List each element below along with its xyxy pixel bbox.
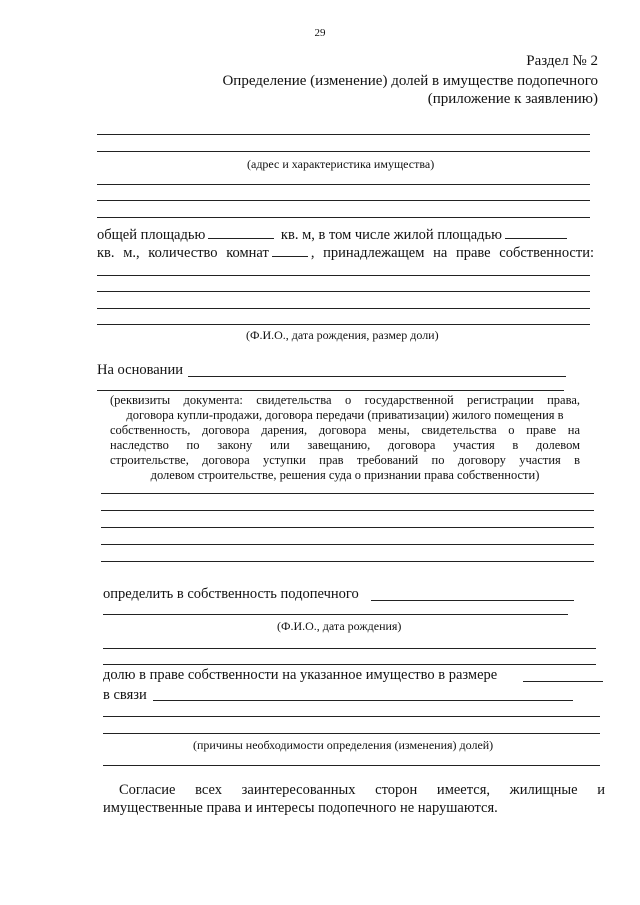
area-label: общей площадью — [97, 227, 206, 243]
reason-line[interactable] — [103, 733, 600, 734]
consent-line-2: имущественные права и интересы подопечного не нарушаются. — [103, 800, 498, 816]
address-line[interactable] — [97, 184, 590, 185]
reason-line[interactable] — [103, 765, 600, 766]
basis-caption-line: собственность, договора дарения, договора мены, свидетельства о праве на — [110, 423, 580, 437]
form-subtitle: (приложение к заявлению) — [427, 91, 598, 107]
ward-line[interactable] — [103, 614, 568, 615]
basis-field[interactable] — [188, 376, 566, 377]
living-area-label: кв. м, в том числе жилой площадью — [280, 227, 502, 243]
basis-line[interactable] — [97, 390, 564, 391]
basis-label: На основании — [97, 362, 183, 378]
basis-line[interactable] — [101, 544, 594, 545]
form-title: Определение (изменение) долей в имуществе подопечного — [222, 73, 598, 89]
share-field[interactable] — [523, 681, 603, 682]
determine-label: определить в собственность подопечного — [103, 586, 359, 602]
basis-caption-line: наследство по закону или завещанию, договора участия в долевом — [110, 438, 580, 452]
area-row-1 — [97, 226, 594, 244]
ward-caption: (Ф.И.О., дата рождения) — [277, 619, 402, 633]
area-row-2 — [97, 244, 594, 262]
consent-line-1: Согласие всех заинтересованных сторон имеется, жилищные и — [119, 782, 605, 798]
living-area-field[interactable] — [505, 226, 567, 239]
rooms-field[interactable] — [272, 244, 308, 257]
share-label: долю в праве собственности на указанное имущество в размере — [103, 667, 498, 683]
basis-caption-line: долевом строительстве, решения суда о признании права собственности) — [150, 468, 540, 482]
total-area-field[interactable] — [208, 226, 274, 239]
ward-line[interactable] — [103, 648, 596, 649]
reason-line[interactable] — [103, 716, 600, 717]
owners-line[interactable] — [97, 291, 590, 292]
basis-caption-line: строительстве, договора уступки прав требований по договору участия в — [110, 453, 580, 467]
reason-caption: (причины необходимости определения (изменения) долей) — [193, 738, 494, 752]
address-line[interactable] — [97, 200, 590, 201]
owners-line[interactable] — [97, 308, 590, 309]
owners-line[interactable] — [97, 324, 590, 325]
basis-line[interactable] — [101, 510, 594, 511]
address-line[interactable] — [97, 217, 590, 218]
address-line[interactable] — [97, 151, 590, 152]
section-label: Раздел № 2 — [526, 53, 598, 69]
reason-field[interactable] — [153, 700, 573, 701]
ownership-label: , принадлежащем на праве собственности: — [310, 245, 594, 261]
owners-caption: (Ф.И.О., дата рождения, размер доли) — [246, 328, 439, 342]
basis-line[interactable] — [101, 493, 594, 494]
basis-caption — [110, 393, 580, 483]
basis-caption-line: (реквизиты документа: свидетельства о государственной регистрации права, — [110, 393, 580, 407]
rooms-label: кв. м., количество комнат — [97, 245, 269, 261]
basis-line[interactable] — [101, 561, 594, 562]
basis-line[interactable] — [101, 527, 594, 528]
page-number: 29 — [314, 27, 326, 39]
address-caption: (адрес и характеристика имущества) — [247, 157, 435, 171]
ward-field[interactable] — [371, 600, 574, 601]
address-line[interactable] — [97, 134, 590, 135]
reason-label: в связи — [103, 687, 147, 703]
ward-line[interactable] — [103, 664, 596, 665]
owners-line[interactable] — [97, 275, 590, 276]
basis-caption-line: договора купли-продажи, договора передачи (приватизации) жилого помещения в — [126, 408, 564, 422]
